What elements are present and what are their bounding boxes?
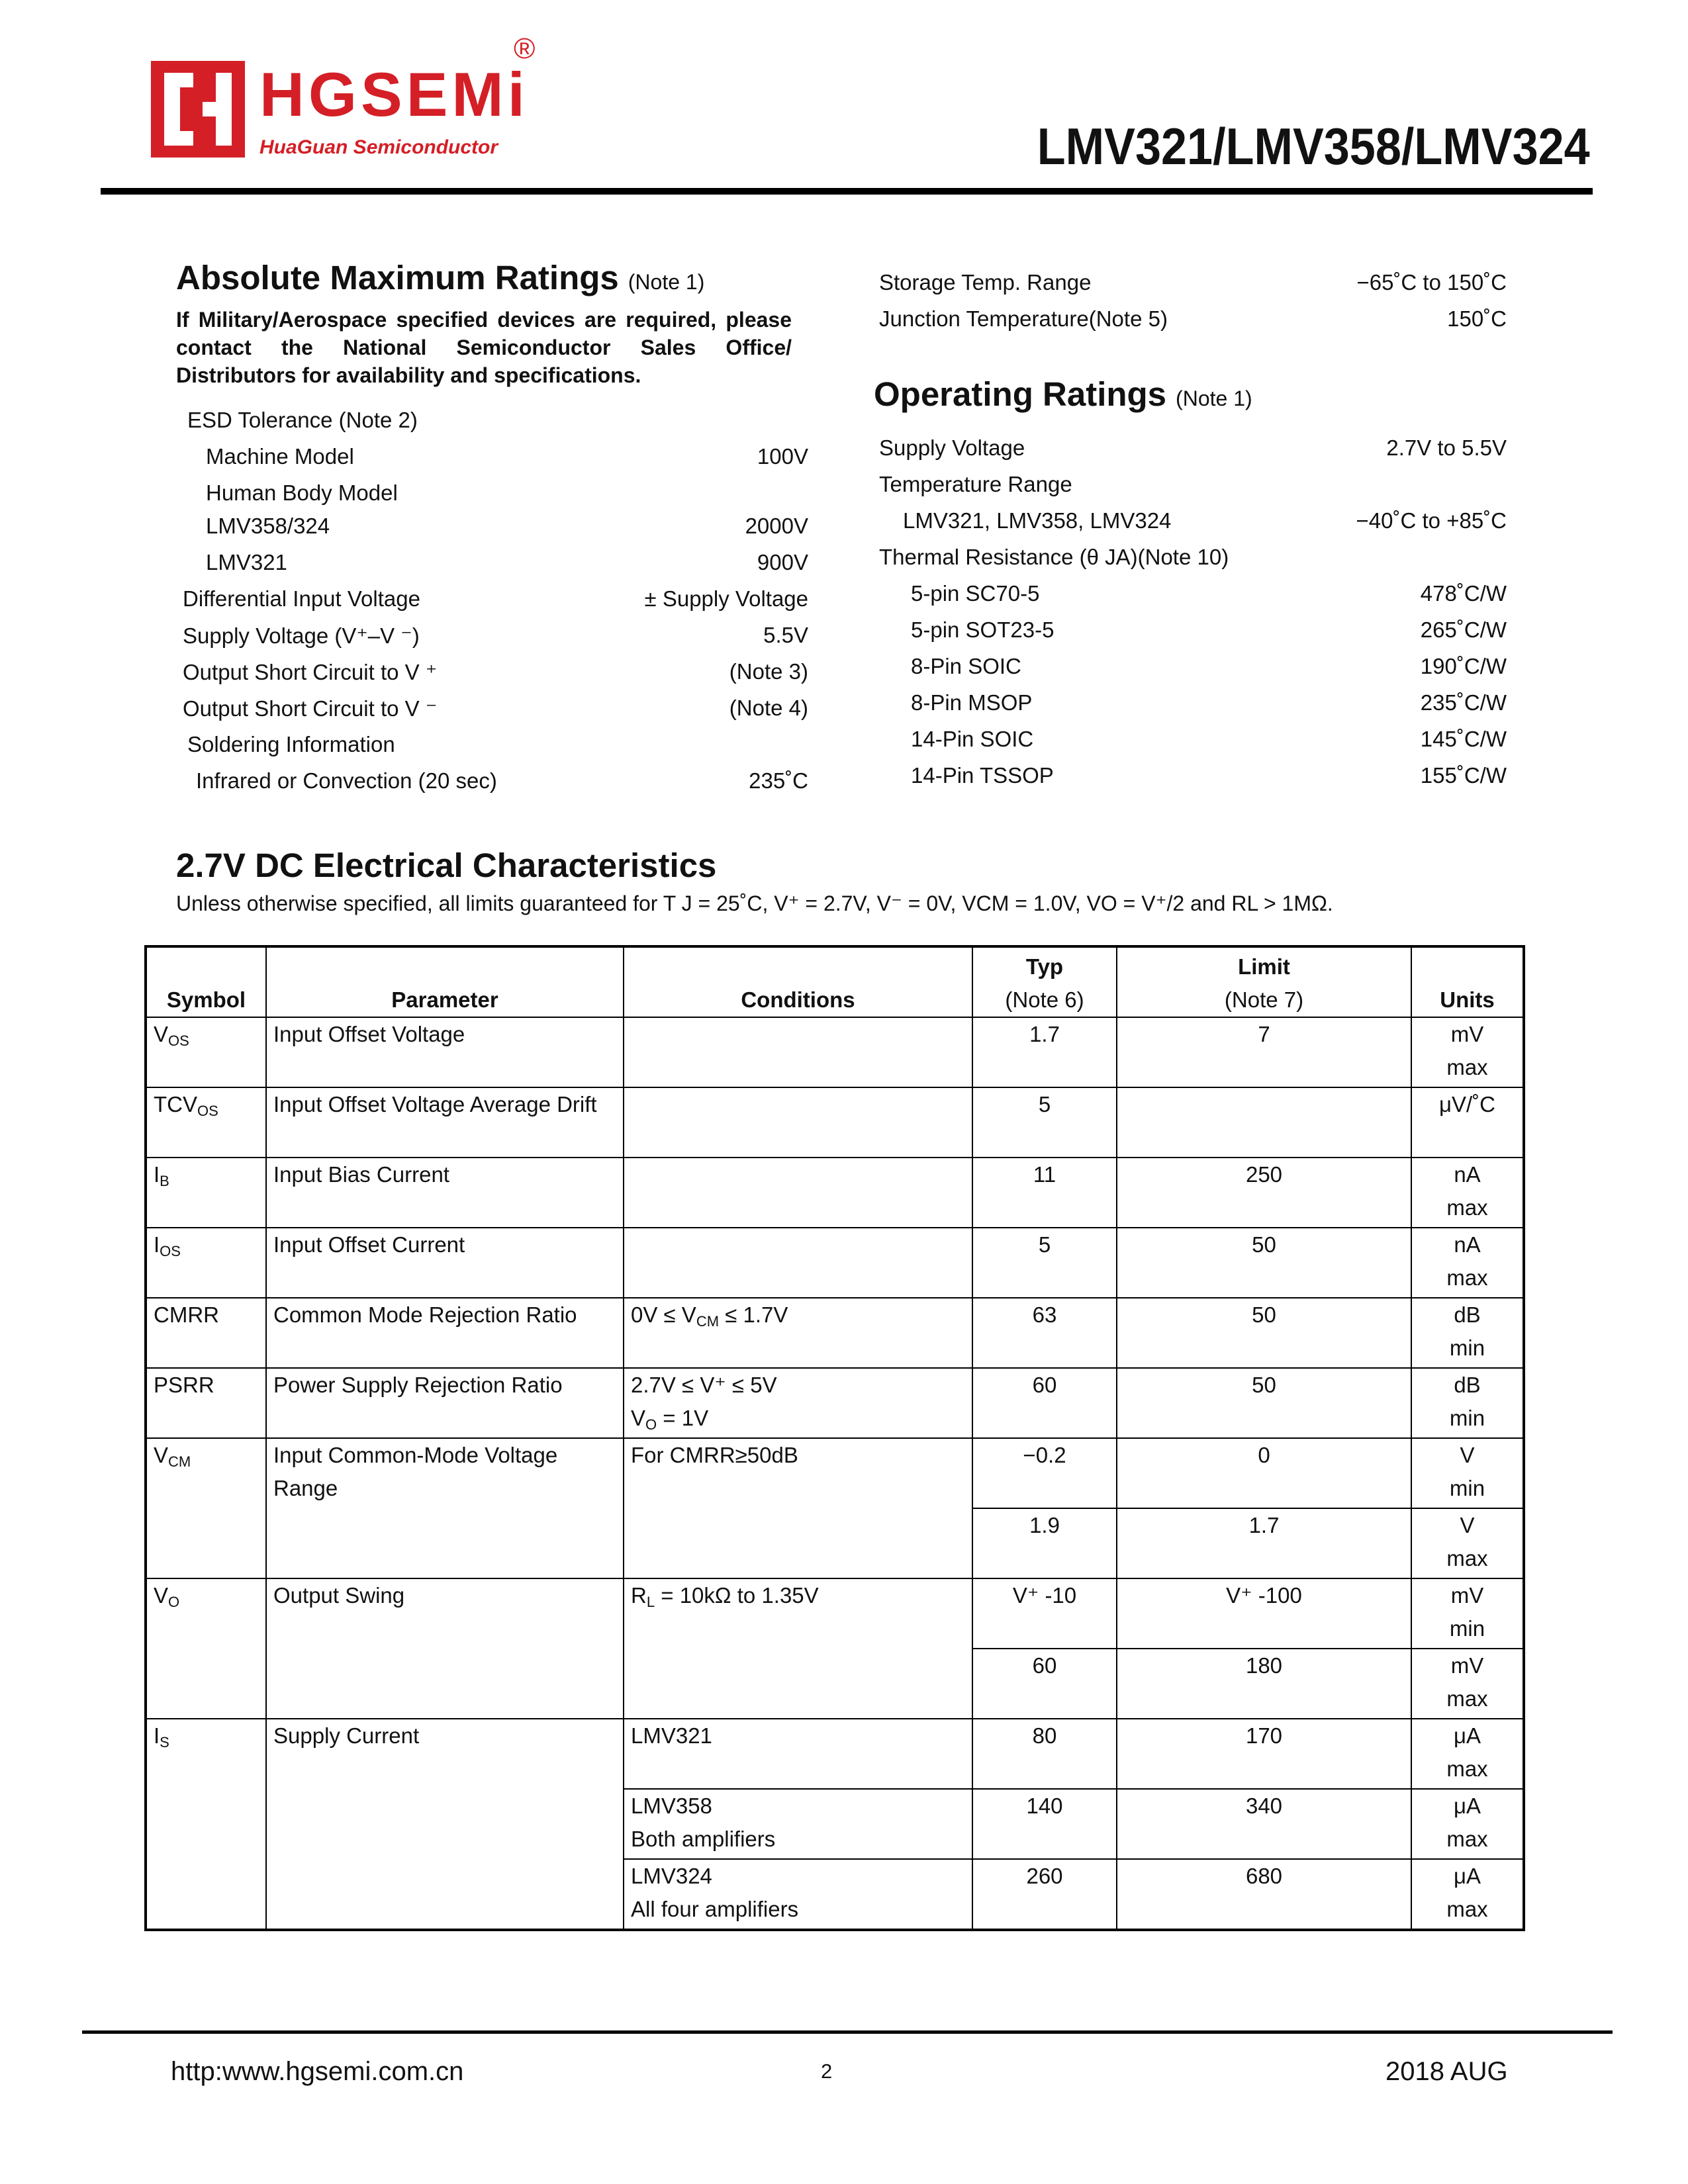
document-title: LMV321/LMV358/LMV324 [1037, 117, 1590, 175]
dc-characteristics-table [144, 945, 1525, 1931]
units-cell [1411, 1789, 1524, 1859]
parameter-cell: Power Supply Rejection Ratio [266, 1368, 624, 1438]
parameter-cell: Input Offset Voltage [266, 1017, 624, 1087]
col-header-units [1411, 946, 1524, 1017]
unit-qualifier: min [1449, 1406, 1485, 1430]
typ-cell: −0.2 [972, 1438, 1117, 1508]
unit-qualifier: max [1446, 1055, 1488, 1079]
registered-mark: ® [514, 32, 536, 65]
col-header-conditions [624, 946, 972, 1017]
table-row [146, 1438, 1524, 1508]
unit-text: mV [1450, 1653, 1484, 1678]
table-row [146, 1368, 1524, 1438]
rating-label: Storage Temp. Range [879, 270, 1092, 295]
units-cell [1411, 1158, 1524, 1228]
header-text: Parameter [391, 987, 498, 1012]
rating-label: ESD Tolerance (Note 2) [187, 408, 418, 432]
conditions-cell: For CMRR≥50dB [624, 1438, 972, 1578]
list-item [879, 763, 1507, 799]
list-item [176, 623, 808, 659]
symbol-cell: $V_{OS}$ [146, 1017, 266, 1087]
unit-qualifier: max [1446, 1686, 1488, 1711]
units-cell [1411, 1508, 1524, 1578]
list-item [176, 550, 808, 586]
symbol-cell: $I_B$ [146, 1158, 266, 1228]
list-item [176, 514, 808, 550]
table-row [146, 1228, 1524, 1298]
symbol-cell: $I_S$ [146, 1719, 266, 1930]
unit-qualifier: min [1449, 1336, 1485, 1360]
unit-text: nA [1454, 1162, 1481, 1187]
unit-text: V [1460, 1513, 1475, 1537]
rating-value: (Note 4) [729, 696, 808, 720]
limit-cell: V⁺ -100 [1117, 1578, 1411, 1649]
conditions-cell [624, 1017, 972, 1087]
list-item [879, 545, 1507, 581]
list-item [176, 768, 808, 805]
units-cell [1411, 1438, 1524, 1508]
limit-cell: 170 [1117, 1719, 1411, 1789]
limit-cell [1117, 1087, 1411, 1158]
unit-text: μV/˚C [1438, 1092, 1495, 1116]
table-row [146, 1087, 1524, 1158]
table-row [146, 1298, 1524, 1368]
symbol-cell: CMRR [146, 1298, 266, 1368]
rating-label: Machine Model [206, 444, 354, 469]
limit-cell: 340 [1117, 1789, 1411, 1859]
list-item [176, 732, 808, 768]
limit-cell: 1.7 [1117, 1508, 1411, 1578]
unit-text: μA [1453, 1794, 1481, 1818]
condition-line: LMV358 [631, 1794, 712, 1818]
typ-cell: 80 [972, 1719, 1117, 1789]
unit-qualifier: max [1446, 1756, 1488, 1781]
units-cell [1411, 1017, 1524, 1087]
list-item [176, 480, 808, 514]
rating-value: 100V [757, 444, 808, 469]
header-text: Limit [1238, 954, 1290, 979]
typ-cell: 1.7 [972, 1017, 1117, 1087]
list-item [176, 659, 808, 696]
rating-label: Output Short Circuit to V ⁻ [183, 696, 438, 721]
limit-cell: 250 [1117, 1158, 1411, 1228]
rating-label: Supply Voltage [879, 435, 1025, 460]
header-text: Typ [1025, 954, 1064, 979]
list-item [879, 306, 1507, 343]
symbol-cell: $V_O$ [146, 1578, 266, 1719]
rating-value: 190˚C/W [1420, 654, 1507, 678]
typ-cell: 1.9 [972, 1508, 1117, 1578]
abs-max-heading [176, 261, 704, 295]
col-header-symbol [146, 946, 266, 1017]
unit-qualifier: max [1446, 1897, 1488, 1921]
rating-label: 14-Pin TSSOP [911, 763, 1054, 788]
typ-cell: 11 [972, 1158, 1117, 1228]
parameter-cell: Input Offset Voltage Average Drift [266, 1087, 624, 1158]
units-cell [1411, 1298, 1524, 1368]
unit-text: V [1460, 1443, 1475, 1467]
table-row [146, 1017, 1524, 1087]
col-header-typ [972, 946, 1117, 1017]
rating-label: LMV321 [206, 550, 287, 574]
symbol-cell: $TCV_{OS}$ [146, 1087, 266, 1158]
limit-cell: 680 [1117, 1859, 1411, 1930]
dc-heading: 2.7V DC Electrical Characteristics [176, 846, 717, 884]
unit-qualifier: max [1446, 1546, 1488, 1570]
conditions-cell [624, 1228, 972, 1298]
unit-qualifier: max [1446, 1265, 1488, 1290]
list-item [176, 444, 808, 480]
unit-text: μA [1453, 1723, 1481, 1748]
typ-cell: 5 [972, 1087, 1117, 1158]
col-header-limit [1117, 946, 1411, 1017]
rating-label: Infrared or Convection (20 sec) [196, 768, 497, 793]
limit-cell: 50 [1117, 1298, 1411, 1368]
table-header-row [146, 946, 1524, 1017]
units-cell [1411, 1578, 1524, 1649]
rating-value: −40˚C to +85˚C [1356, 508, 1507, 533]
abs-max-note: (Note 1) [628, 270, 705, 294]
parameter-cell: Input Common-Mode Voltage Range [266, 1438, 624, 1578]
units-cell [1411, 1859, 1524, 1930]
rating-value: (Note 3) [729, 659, 808, 684]
temp-ratings-list [879, 270, 1507, 343]
typ-cell: 60 [972, 1368, 1117, 1438]
units-cell [1411, 1368, 1524, 1438]
page-number: 2 [821, 2060, 833, 2083]
limit-cell: 50 [1117, 1368, 1411, 1438]
header-text: Units [1440, 987, 1495, 1012]
conditions-cell: $0V \le V_{CM} \le 1.7V$ [624, 1298, 972, 1368]
units-cell [1411, 1228, 1524, 1298]
rating-value: 150˚C [1447, 306, 1507, 331]
abs-max-list [176, 408, 808, 805]
conditions-cell [624, 1158, 972, 1228]
parameter-cell: Common Mode Rejection Ratio [266, 1298, 624, 1368]
brand-subtitle: HuaGuan Semiconductor [259, 136, 498, 158]
abs-max-title: Absolute Maximum Ratings [176, 259, 619, 296]
condition-line: 2.7V ≤ V⁺ ≤ 5V [631, 1373, 777, 1397]
rating-value: 235˚C [749, 768, 808, 793]
rating-label: Temperature Range [879, 472, 1072, 496]
conditions-cell [624, 1368, 972, 1438]
unit-text: μA [1453, 1864, 1481, 1888]
table-row [146, 1719, 1524, 1789]
units-cell [1411, 1087, 1524, 1158]
table-row [146, 1158, 1524, 1228]
parameter-cell: Supply Current [266, 1719, 624, 1930]
condition-line: Both amplifiers [631, 1827, 776, 1851]
col-header-parameter [266, 946, 624, 1017]
list-item [879, 270, 1507, 306]
footer-date: 2018 AUG [1385, 2057, 1508, 2086]
conditions-cell [624, 1789, 972, 1859]
rating-label: Human Body Model [206, 480, 398, 505]
condition-line: LMV324 [631, 1864, 712, 1888]
condition-line: $V_O = 1V$ [631, 1406, 709, 1433]
rating-label: Supply Voltage (V⁺–V ⁻) [183, 623, 420, 648]
typ-cell: V⁺ -10 [972, 1578, 1117, 1649]
rating-value: 155˚C/W [1420, 763, 1507, 788]
symbol-cell: $V_{CM}$ [146, 1438, 266, 1578]
rating-value: 265˚C/W [1420, 617, 1507, 642]
list-item [879, 508, 1507, 545]
rating-value: 5.5V [763, 623, 808, 647]
rating-value: ± Supply Voltage [644, 586, 808, 611]
unit-qualifier: max [1446, 1827, 1488, 1851]
rating-value: −65˚C to 150˚C [1356, 270, 1507, 295]
typ-cell: 60 [972, 1649, 1117, 1719]
unit-qualifier: min [1449, 1476, 1485, 1500]
conditions-cell: LMV321 [624, 1719, 972, 1789]
header-note: (Note 6) [1005, 987, 1084, 1012]
rating-value: 2.7V to 5.5V [1386, 435, 1507, 460]
table-row [146, 1578, 1524, 1649]
rating-label: 14-Pin SOIC [911, 727, 1034, 751]
typ-cell: 63 [972, 1298, 1117, 1368]
typ-cell: 5 [972, 1228, 1117, 1298]
list-item [176, 586, 808, 623]
unit-text: dB [1454, 1373, 1481, 1397]
unit-text: mV [1450, 1583, 1484, 1608]
rating-value: 478˚C/W [1420, 581, 1507, 606]
list-item [879, 472, 1507, 508]
header-note: (Note 7) [1224, 987, 1304, 1012]
typ-cell: 140 [972, 1789, 1117, 1859]
rating-label: 8-Pin SOIC [911, 654, 1021, 678]
list-item [879, 690, 1507, 727]
parameter-cell: Output Swing [266, 1578, 624, 1719]
parameter-cell: Input Offset Current [266, 1228, 624, 1298]
typ-cell: 260 [972, 1859, 1117, 1930]
rating-label: 5-pin SOT23-5 [911, 617, 1055, 642]
unit-qualifier: max [1446, 1195, 1488, 1220]
list-item [176, 408, 808, 444]
op-ratings-title: Operating Ratings [874, 375, 1167, 413]
symbol-cell: PSRR [146, 1368, 266, 1438]
rating-label: Junction Temperature(Note 5) [879, 306, 1168, 331]
dc-subtitle: Unless otherwise specified, all limits guaranteed for T J = 25˚C, V⁺ = 2.7V, V⁻ = 0V, VCM = 1.0V, VO = V⁺/2 and RL > 1MΩ. [176, 891, 1333, 915]
rating-label: Differential Input Voltage [183, 586, 420, 611]
header-divider [101, 188, 1593, 195]
unit-text: mV [1450, 1022, 1484, 1046]
conditions-cell: $R_L = 10k\Omega$ to 1.35V [624, 1578, 972, 1719]
rating-label: Output Short Circuit to V ⁺ [183, 660, 438, 684]
rating-value: 2000V [745, 514, 808, 538]
op-ratings-list [879, 435, 1507, 799]
limit-cell: 50 [1117, 1228, 1411, 1298]
header-text: Symbol [166, 987, 246, 1012]
company-logo-icon [151, 61, 245, 158]
parameter-cell: Input Bias Current [266, 1158, 624, 1228]
limit-cell: 0 [1117, 1438, 1411, 1508]
rating-label: LMV358/324 [206, 514, 330, 538]
rating-value: 900V [757, 550, 808, 574]
conditions-cell [624, 1859, 972, 1930]
units-cell [1411, 1649, 1524, 1719]
abs-max-intro: If Military/Aerospace specified devices are required, please contact the National Semiconductor Sales Office/ Distributors for availability and specifications. [176, 308, 792, 387]
rating-value: 235˚C/W [1420, 690, 1507, 715]
list-item [176, 696, 808, 732]
limit-cell: 7 [1117, 1017, 1411, 1087]
rating-label: 5-pin SC70-5 [911, 581, 1040, 606]
condition-line: All four amplifiers [631, 1897, 799, 1921]
list-item [879, 581, 1507, 617]
unit-text: dB [1454, 1302, 1481, 1327]
rating-label: Soldering Information [187, 732, 395, 756]
footer-url[interactable]: http:www.hgsemi.com.cn [171, 2057, 464, 2086]
footer-divider [82, 2030, 1613, 2034]
op-ratings-heading [874, 377, 1252, 411]
list-item [879, 727, 1507, 763]
conditions-cell [624, 1087, 972, 1158]
op-ratings-note: (Note 1) [1176, 387, 1252, 410]
unit-text: nA [1454, 1232, 1481, 1257]
symbol-cell: $I_{OS}$ [146, 1228, 266, 1298]
rating-label: 8-Pin MSOP [911, 690, 1033, 715]
brand-name: HGSEMi [259, 60, 529, 129]
list-item [879, 435, 1507, 472]
list-item [879, 654, 1507, 690]
header-text: Conditions [741, 987, 855, 1012]
units-cell [1411, 1719, 1524, 1789]
list-item [879, 617, 1507, 654]
rating-label: LMV321, LMV358, LMV324 [903, 508, 1172, 533]
limit-cell: 180 [1117, 1649, 1411, 1719]
rating-value: 145˚C/W [1420, 727, 1507, 751]
unit-qualifier: min [1449, 1616, 1485, 1641]
rating-label: Thermal Resistance (θ JA)(Note 10) [879, 545, 1229, 569]
